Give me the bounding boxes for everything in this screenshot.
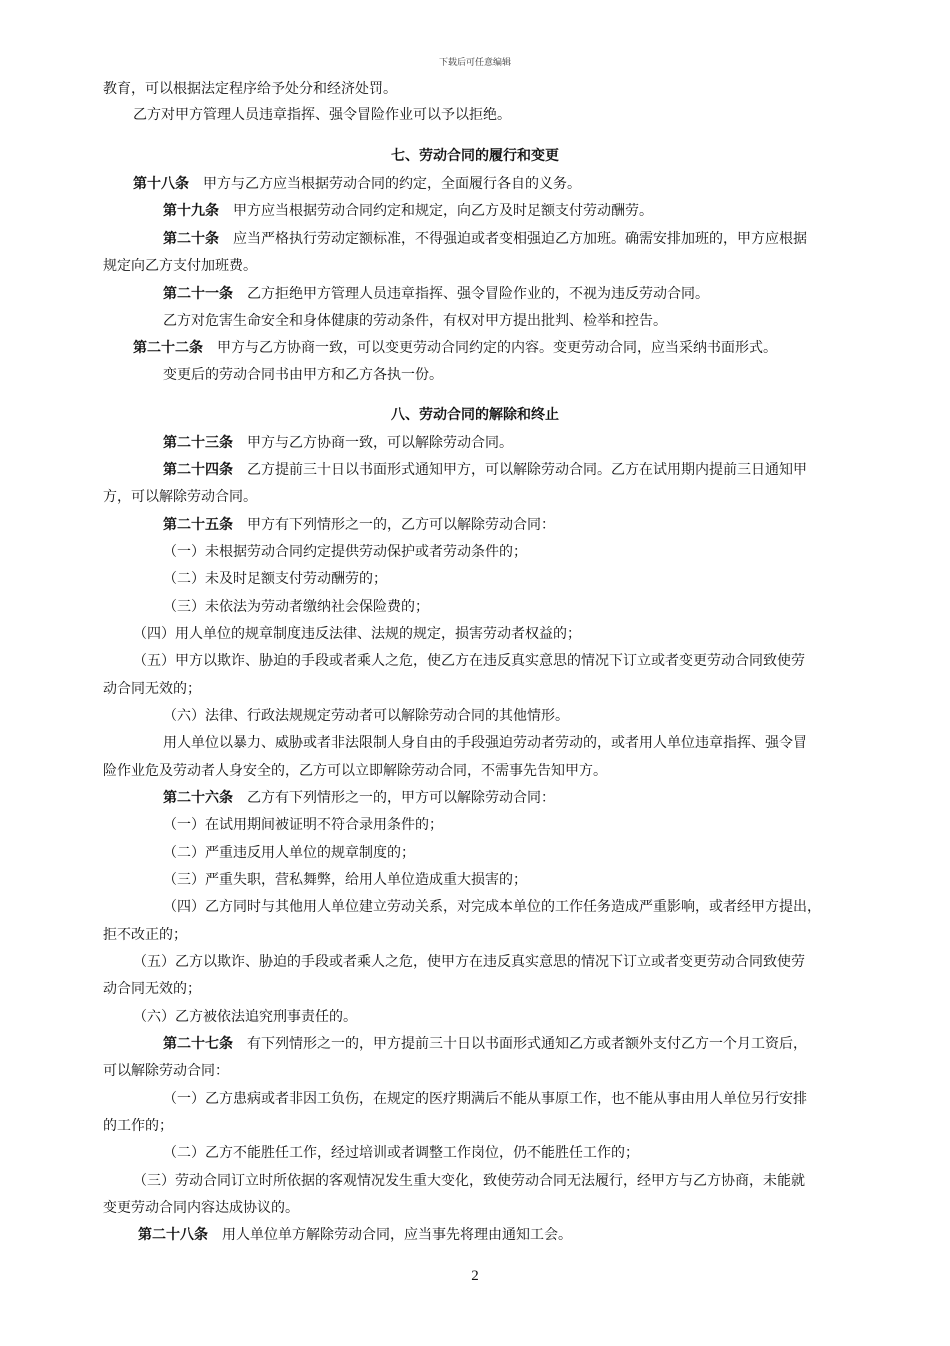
- line-text: （三）严重失职，营私舞弊，给用人单位造成重大损害的；: [163, 872, 527, 888]
- article-number: 第二十七条: [163, 1036, 233, 1052]
- text-line: [163, 365, 443, 385]
- line-text: （三）劳动合同订立时所依据的客观情况发生重大变化，致使劳动合同无法履行，经甲方与乙方协商，未能就: [133, 1173, 805, 1189]
- text-line: [133, 952, 805, 972]
- text-line: [103, 1116, 173, 1136]
- text-line: [163, 1034, 807, 1054]
- line-text: 甲方与乙方应当根据劳动合同的约定，全面履行各自的义务。: [189, 176, 581, 192]
- line-text: 用人单位单方解除劳动合同，应当事先将理由通知工会。: [208, 1227, 572, 1243]
- line-text: 乙方对危害生命安全和身体健康的劳动条件，有权对甲方提出批判、检举和控告。: [163, 313, 667, 329]
- text-line: [103, 487, 257, 507]
- line-text: （一）未根据劳动合同约定提供劳动保护或者劳动条件的；: [163, 544, 527, 560]
- section-heading: [0, 405, 950, 425]
- section-heading: [0, 146, 950, 166]
- article-number: 第二十条: [163, 231, 219, 247]
- line-text: （二）未及时足额支付劳动酬劳的；: [163, 571, 387, 587]
- text-line: [103, 256, 257, 276]
- text-line: [163, 284, 709, 304]
- text-line: [163, 433, 513, 453]
- article-number: 第十八条: [133, 176, 189, 192]
- line-text: 乙方提前三十日以书面形式通知甲方，可以解除劳动合同。乙方在试用期内提前三日通知甲: [233, 462, 807, 478]
- line-text: 动合同无效的；: [103, 981, 201, 997]
- text-line: [138, 1225, 572, 1245]
- line-text: （五）甲方以欺诈、胁迫的手段或者乘人之危，使乙方在违反真实意思的情况下订立或者变更劳动合同致使劳: [133, 653, 805, 669]
- line-text: 的工作的；: [103, 1118, 173, 1134]
- line-text: 用人单位以暴力、威胁或者非法限制人身自由的手段强迫劳动者劳动的，或者用人单位违章指挥、强令冒: [163, 735, 807, 751]
- line-text: 可以解除劳动合同：: [103, 1063, 229, 1079]
- text-line: [133, 1007, 357, 1027]
- line-text: （一）在试用期间被证明不符合录用条件的；: [163, 817, 443, 833]
- line-text: 规定向乙方支付加班费。: [103, 258, 257, 274]
- line-text: 动合同无效的；: [103, 681, 201, 697]
- text-line: [133, 624, 581, 644]
- text-line: [133, 105, 511, 125]
- line-text: （六）法律、行政法规规定劳动者可以解除劳动合同的其他情形。: [163, 708, 569, 724]
- article-number: 第二十六条: [163, 790, 233, 806]
- line-text: 甲方应当根据劳动合同约定和规定，向乙方及时足额支付劳动酬劳。: [219, 203, 653, 219]
- text-line: [163, 542, 527, 562]
- line-text: 乙方有下列情形之一的，甲方可以解除劳动合同：: [233, 790, 555, 806]
- article-number: 第二十五条: [163, 517, 233, 533]
- text-line: [133, 174, 581, 194]
- article-number: 第二十三条: [163, 435, 233, 451]
- text-line: [163, 706, 569, 726]
- line-text: 应当严格执行劳动定额标准，不得强迫或者变相强迫乙方加班。确需安排加班的，甲方应根据: [219, 231, 807, 247]
- page-header: 下载后可任意编辑: [438, 58, 511, 68]
- text-line: [133, 1171, 805, 1191]
- text-line: [163, 515, 555, 535]
- line-text: 甲方有下列情形之一的，乙方可以解除劳动合同：: [233, 517, 555, 533]
- text-line: [163, 897, 821, 917]
- line-text: （四）乙方同时与其他用人单位建立劳动关系，对完成本单位的工作任务造成严重影响，或者经甲方提出，: [163, 899, 821, 915]
- text-line: [163, 733, 807, 753]
- text-line: [163, 201, 653, 221]
- line-text: 方，可以解除劳动合同。: [103, 489, 257, 505]
- text-line: [103, 1198, 299, 1218]
- line-text: （二）严重违反用人单位的规章制度的；: [163, 845, 415, 861]
- text-line: [163, 311, 667, 331]
- text-line: [163, 1089, 807, 1109]
- text-line: [103, 679, 201, 699]
- article-number: 第二十一条: [163, 286, 233, 302]
- text-line: [163, 460, 807, 480]
- line-text: （三）未依法为劳动者缴纳社会保险费的；: [163, 599, 429, 615]
- line-text: 拒不改正的；: [103, 927, 187, 943]
- article-number: 第十九条: [163, 203, 219, 219]
- line-text: 教育，可以根据法定程序给予处分和经济处罚。: [103, 81, 397, 97]
- line-text: （四）用人单位的规章制度违反法律、法规的规定，损害劳动者权益的；: [133, 626, 581, 642]
- article-number: 第二十八条: [138, 1227, 208, 1243]
- text-line: [103, 979, 201, 999]
- text-line: [133, 338, 777, 358]
- line-text: 甲方与乙方协商一致，可以解除劳动合同。: [233, 435, 513, 451]
- line-text: 有下列情形之一的，甲方提前三十日以书面形式通知乙方或者额外支付乙方一个月工资后，: [233, 1036, 807, 1052]
- line-text: 甲方与乙方协商一致，可以变更劳动合同约定的内容。变更劳动合同，应当采纳书面形式。: [203, 340, 777, 356]
- line-text: （五）乙方以欺诈、胁迫的手段或者乘人之危，使甲方在违反真实意思的情况下订立或者变更劳动合同致使劳: [133, 954, 805, 970]
- line-text: 变更后的劳动合同书由甲方和乙方各执一份。: [163, 367, 443, 383]
- text-line: [163, 815, 443, 835]
- line-text: 险作业危及劳动者人身安全的，乙方可以立即解除劳动合同，不需事先告知甲方。: [103, 763, 607, 779]
- text-line: [163, 1143, 639, 1163]
- line-text: （六）乙方被依法追究刑事责任的。: [133, 1009, 357, 1025]
- line-text: 七、劳动合同的履行和变更: [391, 148, 559, 164]
- text-line: [163, 788, 555, 808]
- text-line: [163, 569, 387, 589]
- article-number: 第二十四条: [163, 462, 233, 478]
- page-number: 2: [471, 1268, 479, 1284]
- text-line: [163, 843, 415, 863]
- line-text: （一）乙方患病或者非因工负伤，在规定的医疗期满后不能从事原工作，也不能从事由用人单位另行安排: [163, 1091, 807, 1107]
- text-line: [103, 79, 397, 99]
- text-line: [103, 925, 187, 945]
- text-line: [133, 651, 805, 671]
- text-line: [103, 761, 607, 781]
- line-text: 变更劳动合同内容达成协议的。: [103, 1200, 299, 1216]
- article-number: 第二十二条: [133, 340, 203, 356]
- text-line: [103, 1061, 229, 1081]
- line-text: 乙方对甲方管理人员违章指挥、强令冒险作业可以予以拒绝。: [133, 107, 511, 123]
- text-line: [163, 870, 527, 890]
- text-line: [163, 229, 807, 249]
- text-line: [163, 597, 429, 617]
- line-text: （二）乙方不能胜任工作，经过培训或者调整工作岗位，仍不能胜任工作的；: [163, 1145, 639, 1161]
- line-text: 八、劳动合同的解除和终止: [391, 407, 559, 423]
- line-text: 乙方拒绝甲方管理人员违章指挥、强令冒险作业的，不视为违反劳动合同。: [233, 286, 709, 302]
